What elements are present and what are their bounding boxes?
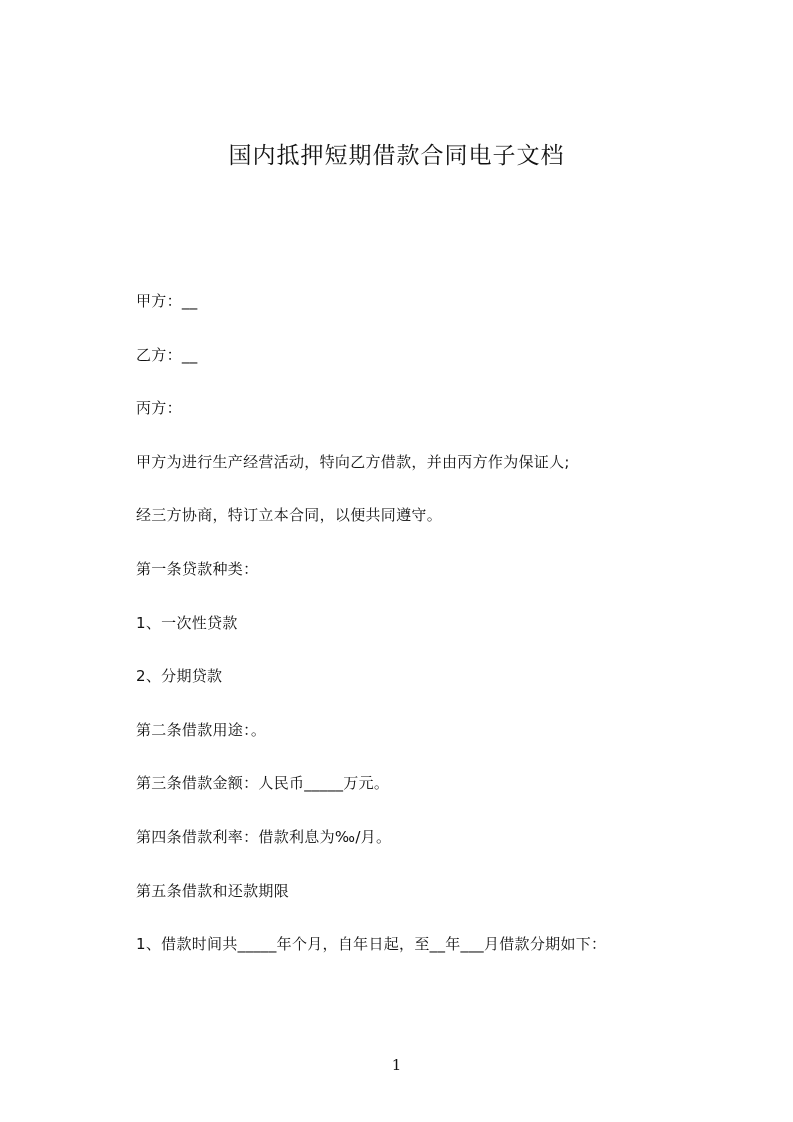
list-item: 2、分期贷款 (136, 667, 223, 686)
paragraph-purpose: 甲方为进行生产经营活动，特向乙方借款，并由丙方作为保证人; (136, 452, 570, 471)
paragraph-party-a: 甲方：__ (136, 292, 198, 310)
article-4-heading: 第四条借款利率：借款利息为‰/月。 (136, 827, 392, 846)
article-5-heading: 第五条借款和还款期限 (136, 881, 290, 900)
list-item: 1、借款时间共_____年个月，自年日起，至__年___月借款分期如下： (136, 935, 607, 954)
document-title: 国内抵押短期借款合同电子文档 (228, 143, 565, 169)
article-2-heading: 第二条借款用途：。 (136, 720, 267, 739)
document-body (136, 288, 696, 985)
article-3-heading: 第三条借款金额：人民币_____万元。 (136, 774, 390, 793)
article-1-heading: 第一条贷款种类： (136, 559, 259, 578)
list-item: 1、一次性贷款 (136, 613, 238, 632)
paragraph-party-c: 丙方： (136, 399, 182, 418)
page-number: 1 (391, 1056, 402, 1074)
paragraph-agreement: 经三方协商，特订立本合同，以便共同遵守。 (136, 506, 443, 525)
paragraph-party-b: 乙方：__ (136, 345, 198, 364)
